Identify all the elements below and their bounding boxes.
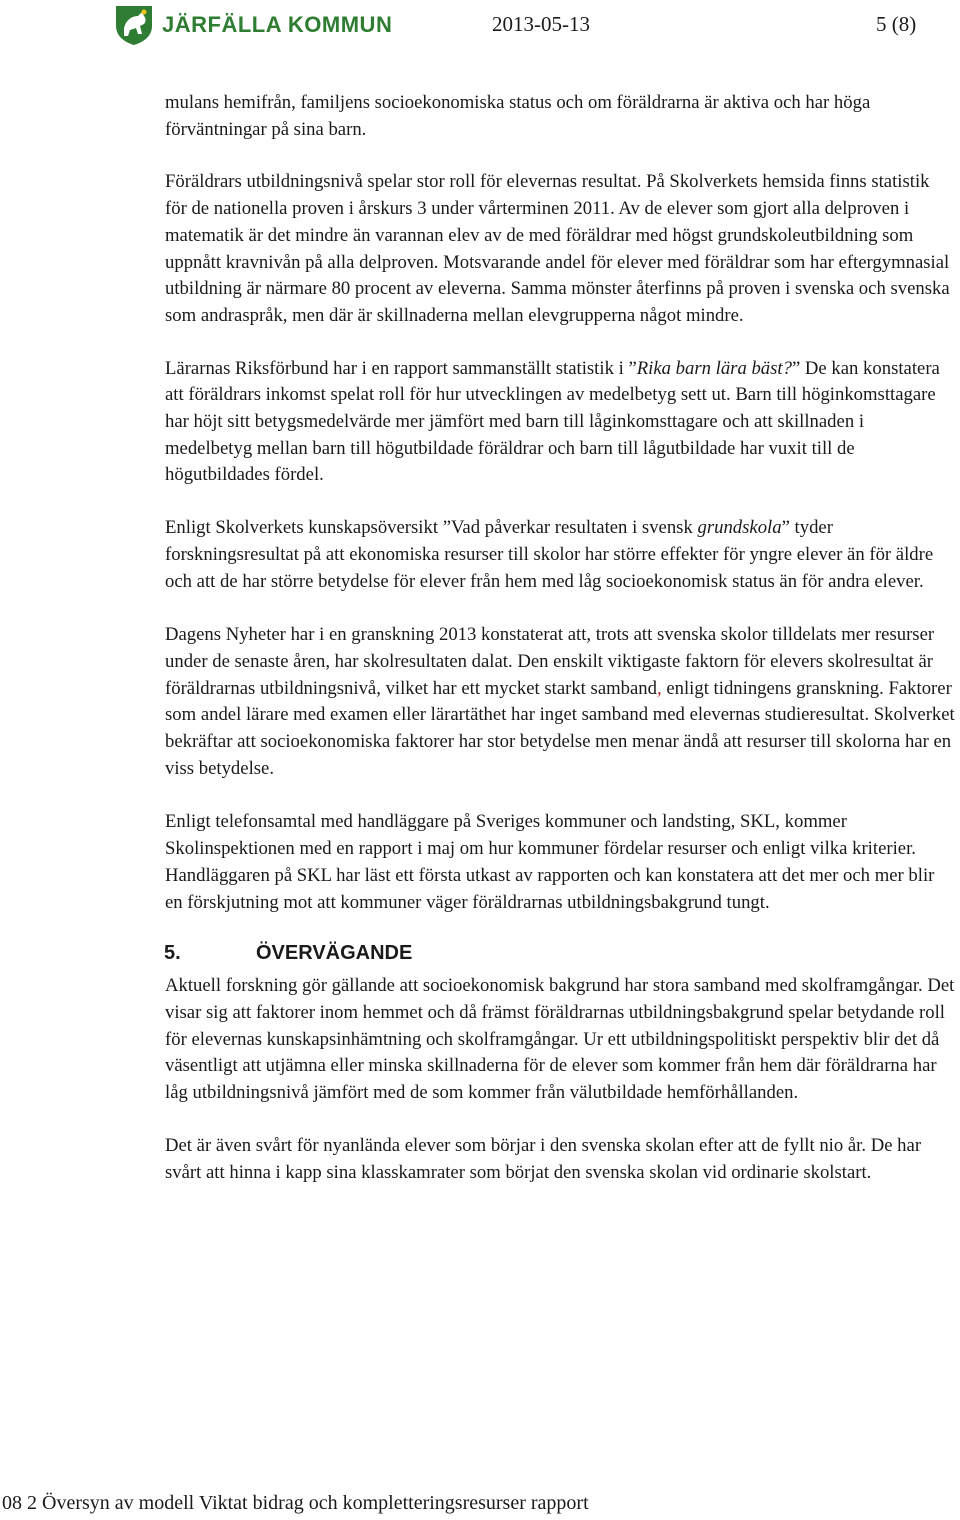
paragraph-8: Det är även svårt för nyanlända elever som börjar i den svenska skolan efter att de fyllt nio år. De har svårt att hinna i kapp sina klasskamrater som börjat den svenska skolan vid ordinarie skolstart. [165, 1134, 922, 1183]
section-title: ÖVERVÄGANDE [256, 942, 413, 965]
paragraph-4 [165, 515, 955, 595]
paragraph-2: Föräldrars utbildningsnivå spelar stor roll för elevernas resultat. På Skolverkets hemsida finns statistik för de nationella proven i årskurs 3 under vårterminen 2011. Av de elever som gjort alla delproven i matematik är det mindre än varannan elev av de med föräldrar med högst grundskoleutbildning som uppnått kravnivån på alla delproven. Motsvarande andel för elever med föräldrar som har eftergymnasial utbildning är närmare 80 procent av eleverna. Samma mönster återfinns på proven i svenska och svenska som andraspråk, men där är skillnaderna mellan elevgrupperna något mindre. [165, 171, 950, 326]
municipality-logo [114, 4, 392, 46]
paragraph-5-text-a: Dagens Nyheter har i en granskning 2013 konstaterat att, trots att svenska skolor tilldelats mer resurser under de senaste åren, har skolresultaten dalat. Den enskilt viktigaste faktorn för elevers skolresultat är föräldrarnas utbildningsnivå, vilket har ett mycket starkt samband [165, 624, 935, 699]
org-name: JÄRFÄLLA KOMMUN [162, 12, 393, 37]
document-body [165, 90, 955, 1212]
paragraph-1: mulans hemifrån, familjens socioekonomiska status och om föräldrarna är aktiva och har höga förväntningar på sina barn. [165, 92, 871, 140]
page-footer: 08 2 Översyn av modell Viktat bidrag och kompletteringsresurser rapport [2, 1492, 589, 1514]
paragraph-7: Aktuell forskning gör gällande att socioekonomisk bakgrund har stora samband med skolframgångar. Det visar sig att faktorer inom hemmet och då främst föräldrarnas utbildningsbakgrund spelar betydande roll för elevernas kunskapsinhämtning och skolframgångar. Ur ett utbildningspolitiskt perspektiv blir det då väsentligt att utjämna eller minska skillnaderna för de elever som kommer från hem där föräldrarna har låg utbildningsnivå jämfört med de som kommer från välutbildade hemförhållanden. [165, 975, 955, 1104]
paragraph-4-text-b: ” tyder forskningsresultat på att ekonomiska resurser till skolor har större effekter för yngre elever än för äldre och att de har större betydelse för elever från hem med låg socioekonomisk status än för andra elever. [165, 517, 934, 592]
paragraph-3 [165, 356, 955, 490]
report-title-italic: Rika barn lära bäst? [636, 357, 792, 379]
section-heading [164, 942, 955, 965]
paragraph-5 [165, 622, 955, 782]
overview-title-italic: grundskola [697, 517, 782, 539]
paragraph-4-text-a: Enligt Skolverkets kunskapsöversikt ”Vad påverkar resultaten i svensk [165, 517, 698, 539]
crest-shield-icon [114, 4, 154, 46]
section-number: 5. [164, 942, 181, 965]
red-comma: , [656, 677, 662, 699]
paragraph-6: Enligt telefonsamtal med handläggare på Sveriges kommuner och landsting, SKL, kommer Skolinspektionen med en rapport i maj om hur kommuner fördelar resurser och enligt vilka kriterier. Handläggaren på SKL har läst ett första utkast av rapporten och kan konstatera att det mer och mer blir en förskjutning mot att kommuner väger föräldrarnas utbildningsbakgrund tungt. [165, 811, 935, 913]
document-date: 2013-05-13 [492, 12, 590, 36]
paragraph-3-text-b: ” De kan konstatera att föräldrars inkomst spelat roll för hur utvecklingen av medelbetyg sett ut. Barn till höginkomsttagare har höjt sitt betygsmedelvärde mer jämfört med barn till låginkomsttagare och att skillnaden i medelbetyg mellan barn till högutbildade föräldrar och barn till lågutbildade har vuxit till de högutbildades fördel. [165, 357, 940, 486]
paragraph-3-text-a: Lärarnas Riksförbund har i en rapport sammanställt statistik i ” [165, 357, 637, 379]
paragraph-5-text-b: enligt tidningens granskning. Faktorer som andel lärare med examen eller lärartäthet har inget samband med elevernas studieresultat. Skolverket bekräftar att socioekonomiska faktorer har stor betydelse men menar ändå att resurser till skolorna har en viss betydelse. [165, 677, 955, 779]
page-number: 5 (8) [876, 12, 917, 36]
page-header [0, 0, 960, 52]
